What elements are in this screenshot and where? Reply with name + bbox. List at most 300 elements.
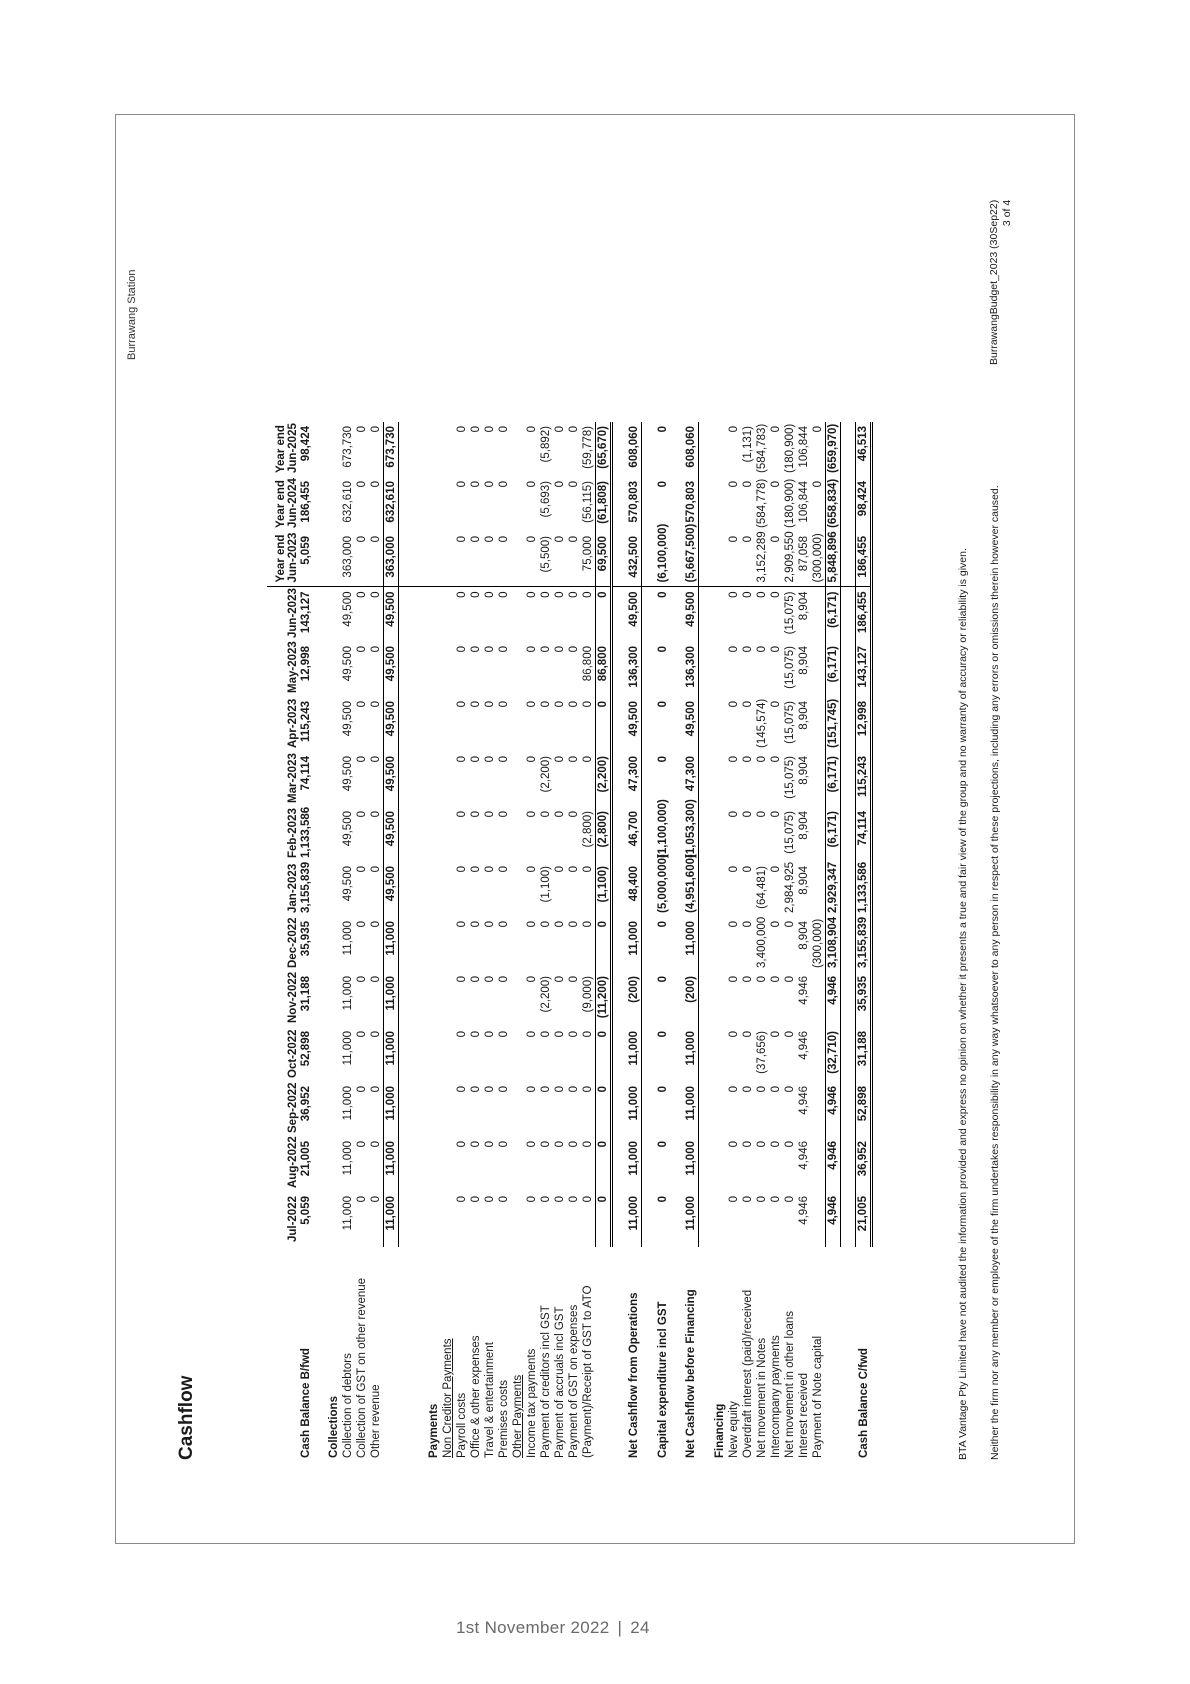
table-cell: 0	[369, 1027, 384, 1082]
table-cell: 0	[369, 422, 384, 477]
table-cell: 0	[554, 646, 566, 653]
table-cell: 49,500	[342, 591, 354, 627]
table-cell: 0	[526, 591, 538, 598]
table-cell: 0	[470, 1031, 482, 1038]
table-cell	[413, 532, 427, 587]
table-cell: (9,000)	[581, 972, 596, 1027]
table-cell: 0	[784, 1196, 796, 1203]
table-cell: 0	[784, 921, 796, 928]
table-cell: 21,005	[856, 1192, 872, 1247]
table-row	[783, 422, 797, 1462]
table-cell: 0	[455, 532, 469, 587]
table-cell	[313, 532, 327, 587]
table-cell	[699, 972, 714, 1027]
table-cell: 0	[456, 921, 468, 928]
table-cell: 0	[811, 477, 826, 532]
table-cell: 0	[369, 697, 384, 752]
column-header: May-2023	[287, 641, 299, 693]
table-cell: 0	[484, 811, 496, 818]
table-cell: 0	[498, 976, 510, 983]
table-cell: (65,670)	[596, 422, 612, 477]
table-cell: 0	[728, 1141, 740, 1148]
table-cell	[313, 807, 327, 862]
table-cell: 4,946	[798, 976, 810, 1005]
table-cell: 11,000	[627, 917, 642, 972]
table-cell: 0	[554, 1031, 566, 1038]
table-cell	[313, 1082, 327, 1137]
table-cell: 0	[369, 1137, 384, 1192]
table-cell	[427, 972, 441, 1027]
table-cell: 8,904	[798, 756, 810, 785]
table-cell: 0	[784, 976, 796, 983]
table-cell: 0	[484, 591, 496, 598]
table-cell	[511, 532, 525, 587]
table-cell: 0	[356, 591, 368, 598]
table-cell: (2,800)	[596, 807, 612, 862]
row-label: Cash Balance C/fwd	[857, 1348, 870, 1458]
table-cell	[511, 917, 525, 972]
row-label: Payment of Note capital	[812, 1335, 825, 1458]
table-cell: 11,000	[684, 1192, 699, 1247]
table-cell	[413, 917, 427, 972]
table-cell: 11,000	[684, 917, 699, 972]
table-cell: 0	[581, 917, 596, 972]
table-cell	[427, 917, 441, 972]
table-cell: 0	[568, 866, 580, 873]
table-cell: 8,904	[798, 811, 810, 840]
table-cell	[441, 477, 455, 532]
table-row	[327, 422, 341, 1462]
column-header: Year end Jun-2025	[275, 423, 299, 473]
table-cell: 0	[356, 976, 368, 983]
table-cell: 0	[728, 756, 740, 763]
table-cell: 0	[484, 921, 496, 928]
table-cell: 0	[742, 921, 754, 928]
table-cell: 49,500	[384, 752, 399, 807]
table-cell	[399, 477, 414, 532]
table-cell: 0	[742, 811, 754, 818]
table-cell: 0	[568, 976, 580, 983]
table-cell	[612, 1027, 628, 1082]
table-cell: 115,243	[856, 752, 872, 807]
table-cell: 0	[657, 921, 669, 928]
table-cell	[670, 697, 684, 752]
table-cell	[441, 1192, 455, 1247]
table-cell: 49,500	[342, 646, 354, 682]
table-cell: 0	[568, 756, 580, 763]
table-cell	[713, 1137, 727, 1192]
table-cell	[699, 917, 714, 972]
table-cell	[841, 697, 856, 752]
table-cell	[327, 917, 341, 972]
table-cell: 0	[742, 1086, 754, 1093]
table-cell	[399, 862, 414, 917]
table-cell	[699, 587, 714, 642]
table-cell: 673,730	[384, 422, 399, 477]
table-cell	[841, 642, 856, 697]
table-cell: 11,000	[342, 1086, 354, 1121]
table-cell: 69,500	[596, 532, 612, 587]
table-cell	[441, 587, 455, 642]
table-cell	[612, 1192, 628, 1247]
table-cell: 0	[369, 532, 384, 587]
table-cell: 0	[728, 481, 740, 488]
table-cell: 0	[484, 701, 496, 708]
table-cell	[441, 697, 455, 752]
table-cell: 36,952	[300, 1086, 312, 1122]
audit-disclaimer: BTA Vantage Pty Limited have not audited the information provided and express no opinion on whether it presents a true and fair view of the group and no warranty of accuracy or reliability is given.	[957, 548, 969, 1460]
table-cell: 0	[369, 807, 384, 862]
table-cell	[612, 642, 628, 697]
table-cell: 49,500	[684, 697, 699, 752]
table-cell: 0	[770, 701, 782, 708]
table-cell: 0	[581, 1027, 596, 1082]
table-cell: 11,000	[627, 1192, 642, 1247]
table-cell: 0	[356, 1196, 368, 1203]
table-cell: 0	[540, 1086, 552, 1093]
table-cell: 3,155,839	[300, 861, 312, 913]
table-row	[713, 422, 727, 1462]
table-cell: 49,500	[384, 807, 399, 862]
table-cell: (658,834)	[826, 477, 841, 532]
table-cell: 0	[470, 866, 482, 873]
table-cell	[441, 752, 455, 807]
table-cell	[511, 752, 525, 807]
table-cell: 0	[356, 426, 368, 433]
table-cell	[811, 1082, 826, 1137]
table-cell: 0	[657, 481, 669, 488]
table-cell: 0	[770, 1196, 782, 1203]
table-cell	[511, 1192, 525, 1247]
table-cell: 0	[470, 811, 482, 818]
row-label: Payment of creditors incl GST	[540, 1305, 552, 1458]
table-cell	[642, 642, 657, 697]
table-cell	[699, 752, 714, 807]
table-cell: 673,730	[342, 426, 354, 468]
table-cell: 0	[728, 976, 740, 983]
table-cell: 0	[498, 866, 510, 873]
table-cell	[399, 1027, 414, 1082]
table-cell: 0	[356, 646, 368, 653]
table-cell: 4,946	[826, 972, 841, 1027]
table-cell: (2,200)	[596, 752, 612, 807]
table-cell: 0	[728, 591, 740, 598]
row-label	[313, 1247, 327, 1462]
table-cell	[699, 1027, 714, 1082]
table-cell: 0	[742, 1196, 754, 1203]
table-cell: (5,500)	[539, 532, 553, 587]
row-label	[413, 1247, 427, 1462]
table-cell	[841, 422, 856, 477]
table-row	[856, 422, 872, 1462]
liability-disclaimer: Neither the firm nor any member or employee of the firm undertakes responsibility in any way whatsoever to any person in respect of these projections, including any errors or omissions therein however caused.	[989, 485, 1001, 1460]
table-cell: 0	[770, 591, 782, 598]
table-cell	[427, 697, 441, 752]
table-cell: 0	[770, 1031, 782, 1038]
table-cell	[413, 697, 427, 752]
row-label: New equity	[728, 1401, 740, 1458]
table-cell	[642, 752, 657, 807]
table-row	[511, 422, 525, 1462]
table-cell: (300,000)	[811, 917, 826, 972]
table-row	[727, 422, 741, 1462]
table-cell	[327, 587, 341, 642]
table-cell: 11,000	[342, 1031, 354, 1066]
table-cell	[841, 807, 856, 862]
table-cell: 0	[526, 426, 538, 433]
table-cell: 0	[554, 921, 566, 928]
table-cell	[399, 917, 414, 972]
table-cell: 0	[369, 862, 384, 917]
table-cell: 0	[498, 756, 510, 763]
table-cell: 0	[657, 701, 669, 708]
table-row	[427, 422, 441, 1462]
table-cell: (5,693)	[540, 481, 552, 518]
row-label: (Payment)/Receipt of GST to ATO	[582, 1285, 595, 1458]
table-cell: (32,710)	[826, 1027, 841, 1082]
table-cell: 0	[456, 701, 468, 708]
table-cell: 11,000	[384, 1082, 399, 1137]
table-cell: (5,000,000)	[657, 854, 669, 913]
table-cell: 49,500	[384, 642, 399, 697]
table-cell	[713, 422, 727, 477]
table-cell: 0	[526, 811, 538, 818]
table-cell: 608,060	[684, 422, 699, 477]
table-cell: 0	[456, 481, 468, 488]
table-cell	[313, 972, 327, 1027]
table-cell	[811, 1137, 826, 1192]
table-cell: 49,500	[342, 756, 354, 792]
row-label	[841, 1247, 856, 1462]
table-cell: 0	[596, 1082, 612, 1137]
table-cell: 0	[756, 591, 768, 598]
table-cell	[699, 1137, 714, 1192]
table-cell	[511, 862, 525, 917]
table-cell: 0	[742, 646, 754, 653]
table-cell: 0	[498, 1141, 510, 1148]
table-cell	[327, 477, 341, 532]
table-cell	[713, 477, 727, 532]
table-cell: 0	[657, 646, 669, 653]
table-cell: (15,075)	[784, 646, 796, 689]
column-header: Dec-2022	[287, 917, 299, 968]
table-cell: 74,114	[300, 756, 312, 791]
table-cell: 0	[369, 642, 384, 697]
table-cell: 0	[596, 1027, 612, 1082]
table-cell	[399, 807, 414, 862]
table-cell	[399, 532, 414, 587]
table-cell	[427, 422, 441, 477]
table-cell: 0	[355, 532, 369, 587]
table-cell: 0	[568, 646, 580, 653]
table-cell	[441, 917, 455, 972]
table-cell	[713, 1192, 727, 1247]
table-row	[413, 422, 427, 1462]
table-cell: (5,892)	[540, 426, 552, 463]
table-cell: 0	[581, 697, 596, 752]
table-cell: 0	[470, 591, 482, 598]
table-cell	[841, 532, 856, 587]
table-cell: 4,946	[826, 1192, 841, 1247]
table-cell	[413, 862, 427, 917]
table-cell: 0	[657, 756, 669, 763]
table-cell: 49,500	[684, 587, 699, 642]
table-cell	[511, 587, 525, 642]
table-row	[741, 422, 755, 1462]
table-row	[567, 422, 581, 1462]
table-cell: 0	[540, 591, 552, 598]
table-cell: (64,481)	[756, 866, 768, 909]
table-cell	[713, 752, 727, 807]
row-label: Non Creditor Payments	[442, 1338, 454, 1458]
table-cell	[811, 807, 826, 862]
table-cell	[327, 422, 341, 477]
table-cell: 11,000	[384, 1137, 399, 1192]
table-cell: 0	[770, 866, 782, 873]
table-cell	[441, 1137, 455, 1192]
table-cell: 0	[568, 1086, 580, 1093]
column-header: Mar-2023	[287, 753, 299, 803]
table-cell: 0	[456, 646, 468, 653]
table-cell: 0	[581, 862, 596, 917]
table-cell: (2,200)	[540, 976, 552, 1013]
table-cell	[841, 752, 856, 807]
table-cell: 0	[728, 1086, 740, 1093]
table-cell	[670, 477, 684, 532]
table-row	[399, 422, 414, 1462]
table-cell: (1,100)	[540, 866, 552, 903]
table-cell	[427, 1137, 441, 1192]
table-cell	[327, 752, 341, 807]
table-row	[684, 422, 699, 1462]
table-cell: 0	[456, 1141, 468, 1148]
table-cell	[642, 917, 657, 972]
table-cell: 0	[596, 917, 612, 972]
table-cell	[670, 422, 684, 477]
table-cell: (1,131)	[742, 426, 754, 463]
table-row	[455, 422, 469, 1462]
column-header: Oct-2022	[287, 1029, 299, 1078]
table-cell: (6,171)	[826, 752, 841, 807]
table-cell	[441, 642, 455, 697]
table-cell: 570,803	[684, 477, 699, 532]
table-cell	[399, 422, 414, 477]
table-cell: 0	[526, 866, 538, 873]
table-cell: 11,000	[684, 1137, 699, 1192]
table-cell: 49,500	[384, 587, 399, 642]
table-cell	[313, 917, 327, 972]
table-cell	[441, 1082, 455, 1137]
table-cell: 0	[568, 481, 580, 488]
table-cell: 0	[568, 811, 580, 818]
table-cell: 0	[356, 921, 368, 928]
table-cell	[511, 972, 525, 1027]
table-cell	[670, 752, 684, 807]
table-cell	[612, 532, 628, 587]
table-cell: 0	[484, 646, 496, 653]
table-cell: 0	[526, 481, 538, 488]
row-label	[699, 1247, 714, 1462]
table-cell: 432,500	[627, 532, 642, 587]
table-cell: 0	[756, 811, 768, 818]
table-cell: 0	[484, 1086, 496, 1093]
table-cell: 0	[540, 1196, 552, 1203]
table-cell	[713, 697, 727, 752]
column-header: Jan-2023	[287, 863, 299, 913]
table-cell: 0	[554, 1086, 566, 1093]
table-cell: 0	[728, 811, 740, 818]
row-label: Other revenue	[370, 1384, 383, 1458]
table-row	[581, 422, 596, 1462]
table-cell	[427, 807, 441, 862]
table-cell: 5,059	[299, 532, 313, 587]
file-name: BurrawangBudget_2023 (30Sep22)	[988, 199, 1000, 365]
table-cell	[313, 1192, 327, 1247]
table-cell: 0	[369, 587, 384, 642]
table-cell: 0	[770, 756, 782, 763]
table-cell: 0	[554, 591, 566, 598]
table-cell: 0	[568, 426, 580, 433]
table-cell: 0	[540, 646, 552, 653]
table-cell	[427, 1027, 441, 1082]
table-cell: 12,998	[300, 646, 312, 682]
table-cell: 0	[498, 811, 510, 818]
table-cell: 115,243	[300, 701, 312, 742]
table-cell: 0	[756, 976, 768, 983]
table-cell	[327, 1192, 341, 1247]
table-cell: 8,904	[798, 701, 810, 730]
table-cell	[699, 422, 714, 477]
table-cell: 0	[727, 532, 741, 587]
table-cell	[670, 587, 684, 642]
table-cell: 0	[498, 1086, 510, 1093]
table-cell: 0	[742, 976, 754, 983]
table-cell	[441, 862, 455, 917]
table-cell: (180,900)	[784, 478, 796, 528]
table-cell: 98,424	[856, 477, 872, 532]
table-cell: (584,778)	[756, 478, 768, 528]
table-row	[384, 422, 399, 1462]
table-cell: 0	[657, 426, 669, 433]
table-cell	[313, 477, 327, 532]
table-cell: 8,904	[798, 646, 810, 675]
table-cell	[313, 697, 327, 752]
table-cell: 0	[540, 811, 552, 818]
row-label: Capital expenditure incl GST	[657, 1301, 669, 1458]
table-cell	[313, 1137, 327, 1192]
table-cell: 2,929,347	[826, 862, 841, 917]
table-cell: 0	[456, 811, 468, 818]
label-header	[267, 1247, 299, 1462]
table-cell: 0	[567, 532, 581, 587]
table-row	[841, 422, 856, 1462]
table-cell: 0	[526, 1086, 538, 1093]
table-cell: 0	[784, 1031, 796, 1038]
table-cell	[642, 972, 657, 1027]
table-cell	[811, 697, 826, 752]
table-cell: (2,800)	[581, 807, 596, 862]
table-row	[826, 422, 841, 1462]
table-cell: 106,844	[798, 481, 810, 523]
table-cell: 4,946	[798, 1031, 810, 1060]
table-cell: 36,952	[856, 1137, 872, 1192]
table-cell: 0	[596, 1137, 612, 1192]
table-cell: 0	[554, 866, 566, 873]
table-cell: 87,058	[797, 532, 811, 587]
table-cell: 11,000	[342, 921, 354, 956]
table-cell: 48,400	[627, 862, 642, 917]
table-cell	[313, 1027, 327, 1082]
